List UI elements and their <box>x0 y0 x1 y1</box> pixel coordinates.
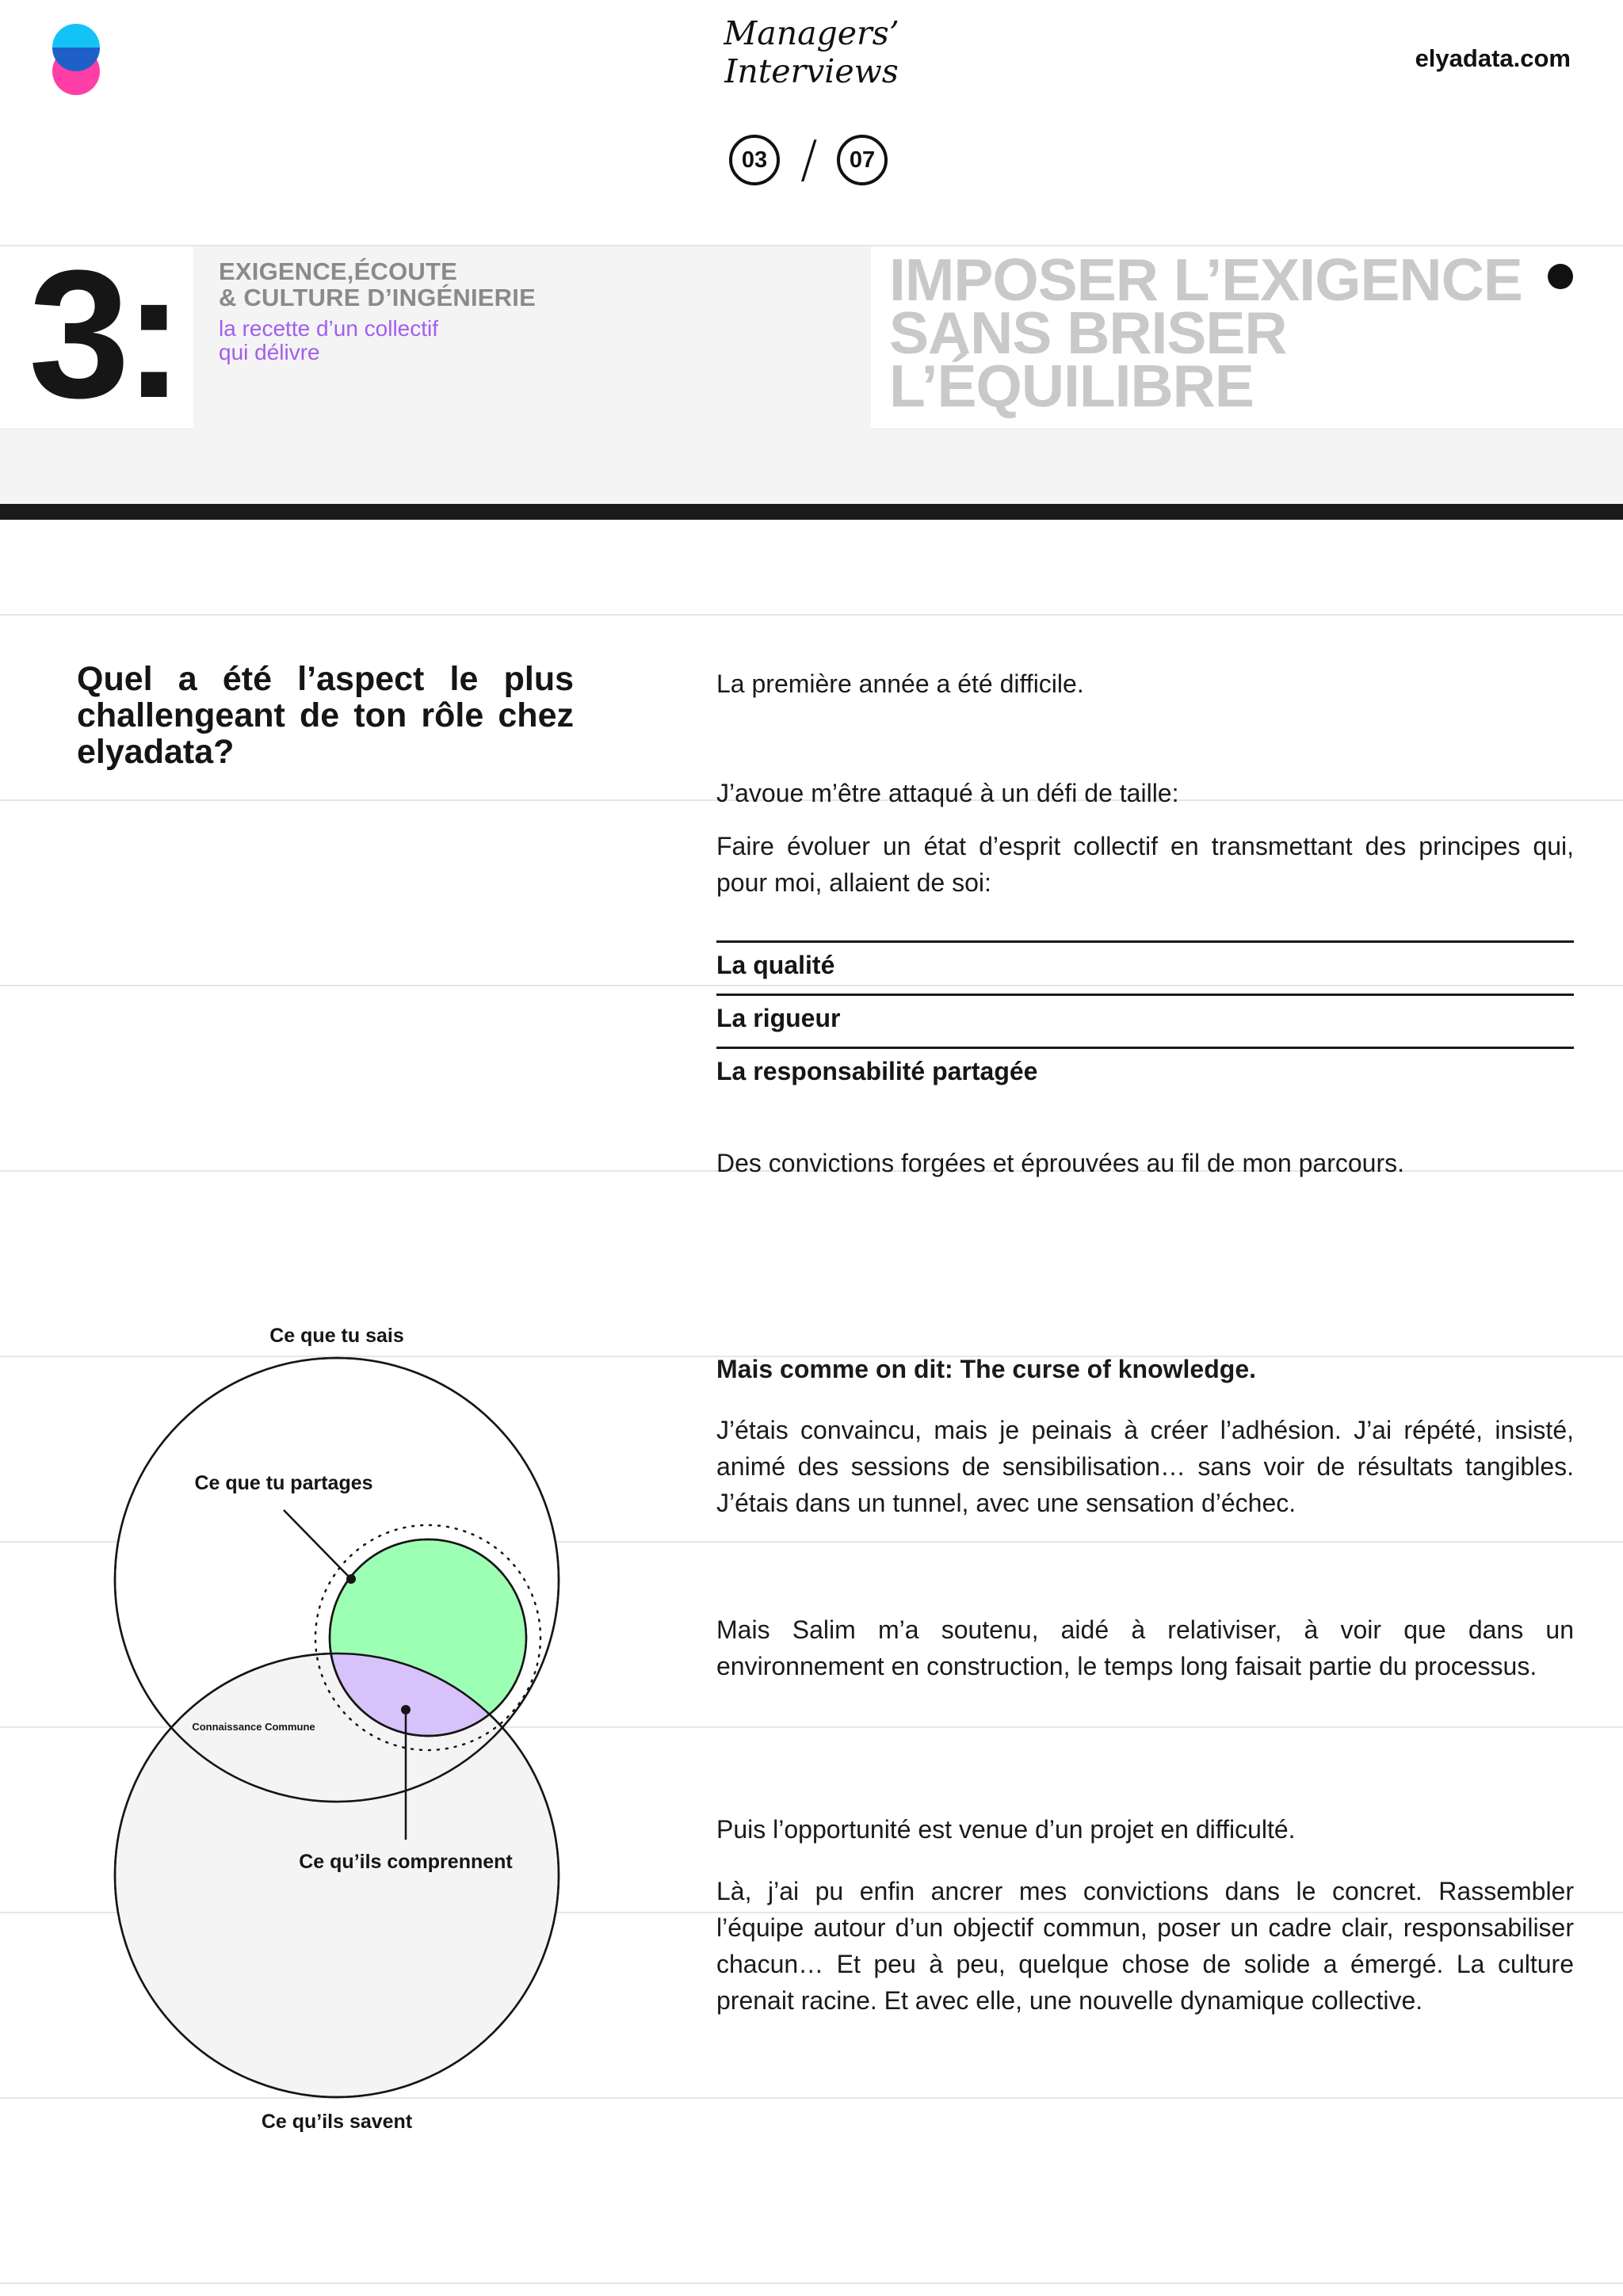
answer-paragraph: J’étais convaincu, mais je peinais à créer l’adhésion. J’ai répété, insisté, animé des sessions de sensibilisation… sans voir de résultats tangibles. J’étais dans un tunnel, avec une sensation d’échec. <box>716 1416 1574 1517</box>
publication-title-line2: Interviews <box>724 52 899 90</box>
label-what-you-share: Ce que tu partages <box>194 1472 373 1494</box>
answer-emphasis: Mais comme on dit: The curse of knowledge. <box>716 1355 1256 1383</box>
chapter-tagline-line2: qui délivre <box>219 340 320 364</box>
divider <box>0 985 1623 986</box>
label-common-knowledge: Connaissance Commune <box>192 1721 315 1733</box>
publication-title-line1: Managers’ <box>724 14 899 52</box>
chapter-tagline <box>219 317 438 364</box>
answer-paragraph: J’avoue m’être attaqué à un défi de taille: <box>716 779 1179 807</box>
understood-pointer-dot <box>401 1705 411 1714</box>
chapter-headline-line2: SANS BRISER <box>889 299 1287 366</box>
chapter-theme-line2: & CULTURE D’INGÉNIERIE <box>219 284 536 311</box>
chapter-headline <box>889 246 1523 419</box>
chapter-number: 3: <box>29 232 178 436</box>
answer-paragraph: La première année a été difficile. <box>716 669 1084 698</box>
answer-paragraph: Des convictions forgées et éprouvées au fil de mon parcours. <box>716 1149 1405 1177</box>
label-what-you-know: Ce que tu sais <box>269 1325 404 1347</box>
banner-band <box>0 429 1623 504</box>
elyadata-logo <box>49 22 105 98</box>
answer-paragraph: Puis l’opportunité est venue d’un projet en difficulté. <box>716 1815 1296 1844</box>
current-page-badge: 03 <box>729 135 780 185</box>
total-pages-badge: 07 <box>837 135 888 185</box>
label-what-they-know: Ce qu’ils savent <box>261 2111 413 2133</box>
divider <box>0 2283 1623 2284</box>
chapter-tagline-line1: la recette d’un collectif <box>219 316 439 341</box>
principle-item: La rigueur <box>716 994 1574 1035</box>
interview-question: Quel a été l’aspect le plus challengeant de ton rôle chez elyadata? <box>77 660 574 771</box>
answer-paragraph: Là, j’ai pu enfin ancrer mes convictions dans le concret. Rassembler l’équipe autour d’un objectif commun, poser un cadre clair, responsabiliser chacun… Et peu à peu, quelque chose de solide a émergé. La culture prenait racine. Et avec elle, une nouvelle dynamique collective. <box>716 1877 1574 2015</box>
website-link[interactable]: elyadata.com <box>1415 44 1571 72</box>
principle-item: La responsabilité partagée <box>716 1047 1574 1089</box>
principle-item: La qualité <box>716 940 1574 982</box>
answer-paragraph: Mais Salim m’a soutenu, aidé à relativiser, à voir que dans un environnement en construction, le temps long faisait partie du processus. <box>716 1615 1574 1680</box>
section-separator-bar <box>0 504 1623 520</box>
knowledge-venn-diagram <box>0 1299 682 2147</box>
page-indicator <box>727 131 896 193</box>
answer-paragraph: Faire évoluer un état d’esprit collectif en transmettant des principes qui, pour moi, allaient de soi: <box>716 832 1574 897</box>
chapter-headline-line3: L’ÉQUILIBRE <box>889 353 1254 419</box>
page-separator: / <box>800 131 818 189</box>
chapter-theme-line1: EXIGENCE,ÉCOUTE <box>219 257 457 285</box>
label-what-they-understand: Ce qu’ils comprennent <box>299 1851 513 1873</box>
divider <box>0 614 1623 616</box>
publication-title <box>693 14 930 90</box>
chapter-headline-line1: IMPOSER L’EXIGENCE <box>889 246 1522 313</box>
shared-pointer-dot <box>346 1574 356 1584</box>
bullet-dot-icon <box>1548 264 1573 289</box>
chapter-theme <box>219 258 536 311</box>
